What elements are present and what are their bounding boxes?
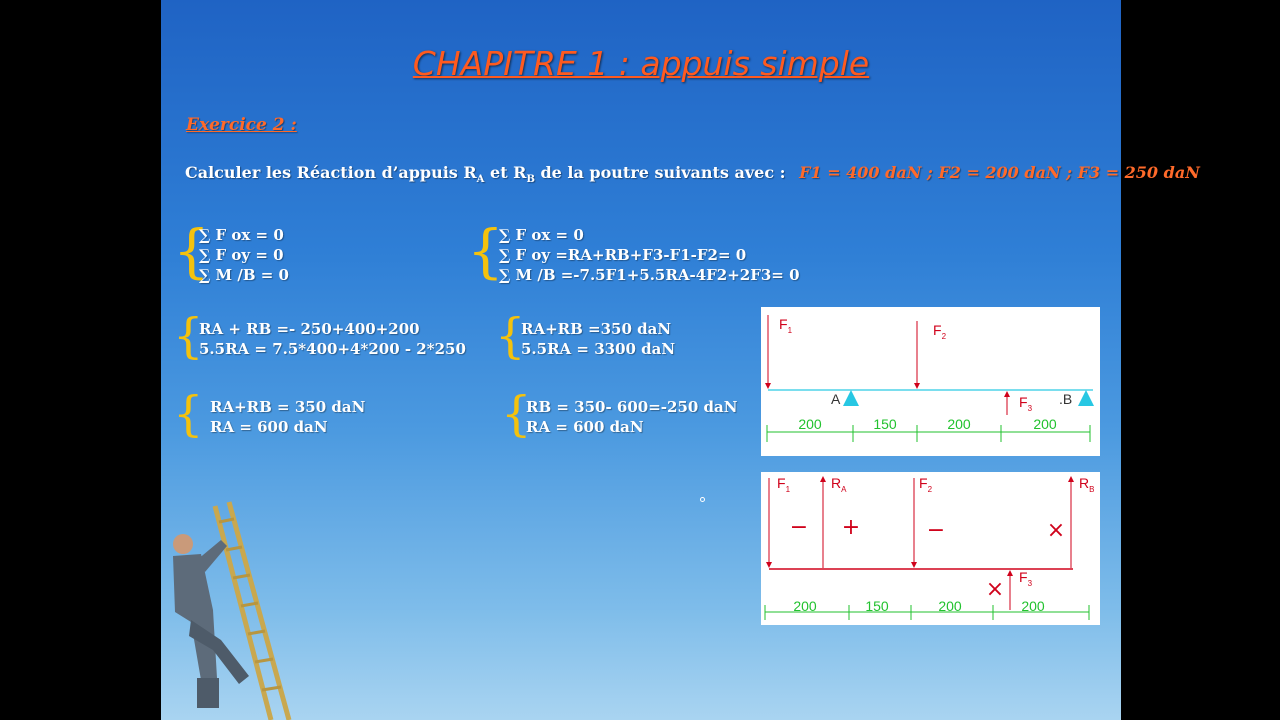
label-f1: $F_1$ [777,475,791,494]
slide-title: CHAPITRE 1 : appuis simple [412,44,870,83]
equation-system-1 [199,225,289,285]
label-f3: $F_3$ [1019,394,1033,413]
label-f2: $F_2$ [933,322,947,341]
dim-label: 200 [938,598,962,614]
brace-1: { [173,217,210,285]
sign-mark: × [1046,518,1066,543]
equation-line: RA+RB =350 daN [521,320,672,338]
equation-line: RA+RB = 350 daN [210,398,366,416]
equation-line: 5.5RA = 7.5*400+4*200 - 2*250 [199,340,466,358]
statement-start: Calculer les Réaction d’appuis R [185,163,477,182]
dim-label: 200 [793,598,817,614]
equation-line: ∑ M /B =-7.5F1+5.5RA-4F2+2F3= 0 [499,266,800,284]
beam-diagram-loading [761,307,1100,456]
label-rb: $R_B$ [1079,475,1095,494]
label-a: A [831,391,841,407]
dim-label: 200 [1033,416,1057,432]
equation-system-5 [210,397,365,437]
statement-end: de la poutre suivants avec : [534,163,786,182]
equation-line: RA + RB =- 250+400+200 [199,320,420,338]
equation-line: 5.5RA = 3300 daN [521,340,676,358]
force-values [799,163,1200,182]
brace-3: { [173,308,204,364]
statement-sub-b: B [526,174,535,186]
force-f3: F3 = 250 daN [1077,163,1200,182]
problem-statement [185,163,1200,185]
sign-mark: − [789,515,809,540]
equation-system-3 [199,319,466,359]
force-f2: F2 = 200 daN ; [938,163,1073,182]
exercise-label: Exercice 2 : [186,115,297,135]
equation-line: ∑ F oy =RA+RB+F3-F1-F2= 0 [499,246,747,264]
equation-line: ∑ F oy = 0 [199,246,284,264]
equation-line: RB = 350- 600=-250 daN [526,398,738,416]
sign-mark: − [926,518,946,543]
brace-4: { [495,308,526,364]
label-f1: $F_1$ [779,316,793,335]
dim-label: 150 [865,598,889,614]
equation-system-6 [526,397,737,437]
dim-label: 200 [798,416,822,432]
equation-system-2 [499,225,800,285]
brace-2: { [467,217,504,285]
dim-label: 200 [947,416,971,432]
label-ra: $R_A$ [831,475,847,494]
force-f1: F1 = 400 daN ; [799,163,933,182]
equation-line: ∑ F ox = 0 [199,226,284,244]
stray-dot [700,497,705,502]
equation-line: RA = 600 daN [210,418,328,436]
support-a-icon [843,390,859,406]
sign-mark: × [985,577,1005,602]
equation-line: RA = 600 daN [526,418,644,436]
label-b: .B [1059,391,1073,407]
sign-mark: + [841,515,861,540]
statement-mid: et R [484,163,527,182]
slide [161,0,1200,720]
label-f2: $F_2$ [919,475,933,494]
brace-5: { [173,386,204,442]
support-b-icon [1078,390,1094,406]
dim-label: 200 [1021,598,1045,614]
beam-diagram-reactions [761,472,1100,625]
dim-label: 150 [873,416,897,432]
equation-line: ∑ F ox = 0 [499,226,584,244]
equation-line: ∑ M /B = 0 [199,266,289,284]
equation-system-4 [521,319,675,359]
label-f3: $F_3$ [1019,569,1033,588]
brace-6: { [501,386,532,442]
statement-sub-a: A [476,174,485,186]
man-on-ladder-illustration [161,500,311,720]
